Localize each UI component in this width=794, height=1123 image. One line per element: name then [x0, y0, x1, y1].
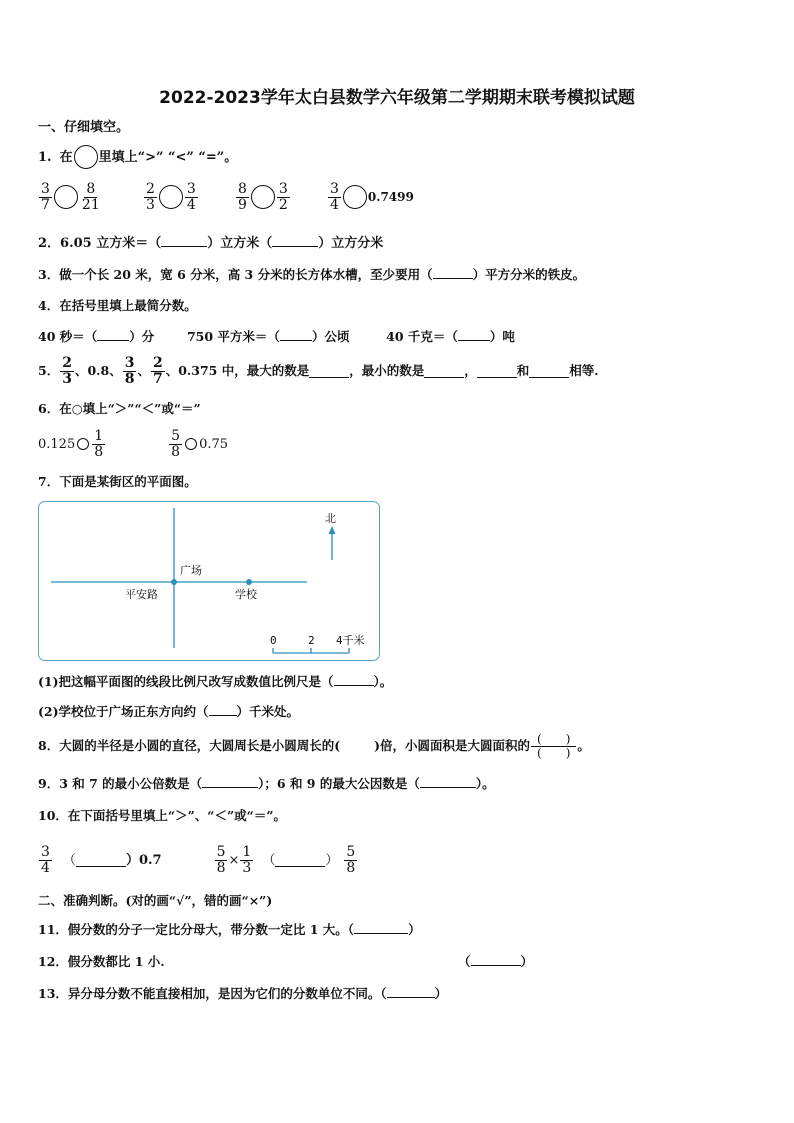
answer-circle[interactable]: [343, 185, 367, 209]
school-label: 学校: [235, 588, 257, 601]
scale-label-2: 2: [308, 634, 315, 647]
answer-blank[interactable]: [458, 340, 490, 341]
q4-items: 40 秒＝（ ）分 750 平方米＝（ ）公顷 40 千克＝（ ）吨: [38, 329, 515, 344]
answer-blank[interactable]: [309, 377, 349, 378]
question-11: 11．假分数的分子一定比分母大，带分数一定比 1 大。（ ）: [38, 922, 421, 937]
scale-label-0: 0: [270, 634, 277, 647]
circle-icon: [74, 145, 98, 169]
q1-item: $\frac{3}{4}$ 0.7499: [330, 181, 414, 213]
street-map-drawing: [39, 502, 381, 662]
question-1: 1. 在 里填上“>” “<” “=”。: [38, 145, 237, 169]
answer-circle[interactable]: [159, 185, 183, 209]
answer-blank[interactable]: [97, 340, 129, 341]
q1-items: [38, 182, 414, 212]
q1-item: $\frac{2}{3}$ $\frac{3}{4}$: [146, 181, 196, 213]
answer-blank[interactable]: [209, 715, 237, 716]
question-6: 6．在○填上“＞”“＜”或“＝”: [38, 401, 201, 416]
question-9: 9．3 和 7 的最小公倍数是（ ）；6 和 9 的最大公因数是（ ）。: [38, 776, 495, 791]
q1-item: $\frac{8}{9}$ $\frac{3}{2}$: [238, 181, 288, 213]
answer-blank[interactable]: [471, 965, 521, 966]
answer-blank[interactable]: [529, 377, 569, 378]
road-label: 平安路: [125, 588, 158, 601]
street-map: [38, 501, 380, 661]
question-8: 8．大圆的半径是小圆的直径，大圆周长是小圆周长的( )倍，小圆面积是大圆面积的 $\frac{( )}{( )}$ 。: [38, 732, 590, 760]
answer-blank[interactable]: [477, 377, 517, 378]
answer-blank[interactable]: [275, 866, 325, 867]
answer-blank[interactable]: [354, 933, 408, 934]
answer-blank[interactable]: [202, 787, 258, 788]
question-3: 3．做一个长 20 米，宽 6 分米，高 3 分米的长方体水槽，至少要用（ ）平方分米的铁皮。: [38, 267, 586, 282]
school-dot: [246, 579, 252, 585]
section-heading-fill: 一、仔细填空。: [38, 120, 130, 135]
answer-circle[interactable]: [77, 438, 89, 450]
q6-items: 0.125 $\frac{1}{8}$ $\frac{5}{8}$ 0.75: [38, 428, 229, 460]
answer-blank[interactable]: [387, 997, 435, 998]
section-heading-judge: 二、准确判断。(对的画“√”，错的画“×”): [38, 893, 273, 908]
question-7: 7．下面是某街区的平面图。: [38, 474, 197, 489]
question-10: 10．在下面括号里填上“＞”、“＜”或“＝”。: [38, 808, 287, 823]
scale-label-4km: 4千米: [336, 634, 365, 647]
question-5: 5． $\frac{2}{3}$ 、0.8、 $\frac{3}{8}$ 、 $\frac{2}{7}$ 、0.375 中，最大的数是 ，最小的数是 ， 和 相等.: [38, 355, 599, 387]
answer-circle[interactable]: [251, 185, 275, 209]
plaza-label: 广场: [180, 564, 202, 577]
q12-answer: （ ）: [458, 954, 534, 969]
question-4: 4．在括号里填上最简分数。: [38, 298, 197, 313]
question-7-2: (2)学校位于广场正东方向约（ ）千米处。: [38, 704, 300, 719]
north-label: 北: [325, 512, 336, 525]
answer-circle[interactable]: [185, 438, 197, 450]
question-7-1: (1)把这幅平面图的线段比例尺改写成数值比例尺是（ ）。: [38, 674, 393, 689]
answer-blank[interactable]: [280, 340, 312, 341]
question-13: 13．异分母分数不能直接相加，是因为它们的分数单位不同。（ ）: [38, 986, 448, 1001]
plaza-dot: [171, 579, 177, 585]
answer-blank[interactable]: [334, 685, 374, 686]
q10-items: $\frac{3}{4}$ （ ）0.7 $\frac{5}{8}$ × $\frac{1}{3}$ （ ） $\frac{5}{8}$: [41, 844, 356, 876]
answer-circle[interactable]: [54, 185, 78, 209]
q1-item: $\frac{3}{7}$ $\frac{8}{21}$: [41, 181, 100, 213]
answer-blank[interactable]: [424, 377, 464, 378]
answer-blank[interactable]: [76, 866, 126, 867]
answer-blank[interactable]: [420, 787, 476, 788]
question-12: 12．假分数都比 1 小.: [38, 954, 165, 969]
answer-blank[interactable]: [272, 246, 318, 247]
north-arrow-head-icon: [329, 526, 336, 534]
answer-blank[interactable]: [161, 246, 207, 247]
question-2: 2．6.05 立方米＝（ ）立方米（ ）立方分米: [38, 236, 384, 251]
answer-blank[interactable]: [433, 278, 473, 279]
page-title: 2022-2023学年太白县数学六年级第二学期期末联考模拟试题: [159, 88, 635, 108]
